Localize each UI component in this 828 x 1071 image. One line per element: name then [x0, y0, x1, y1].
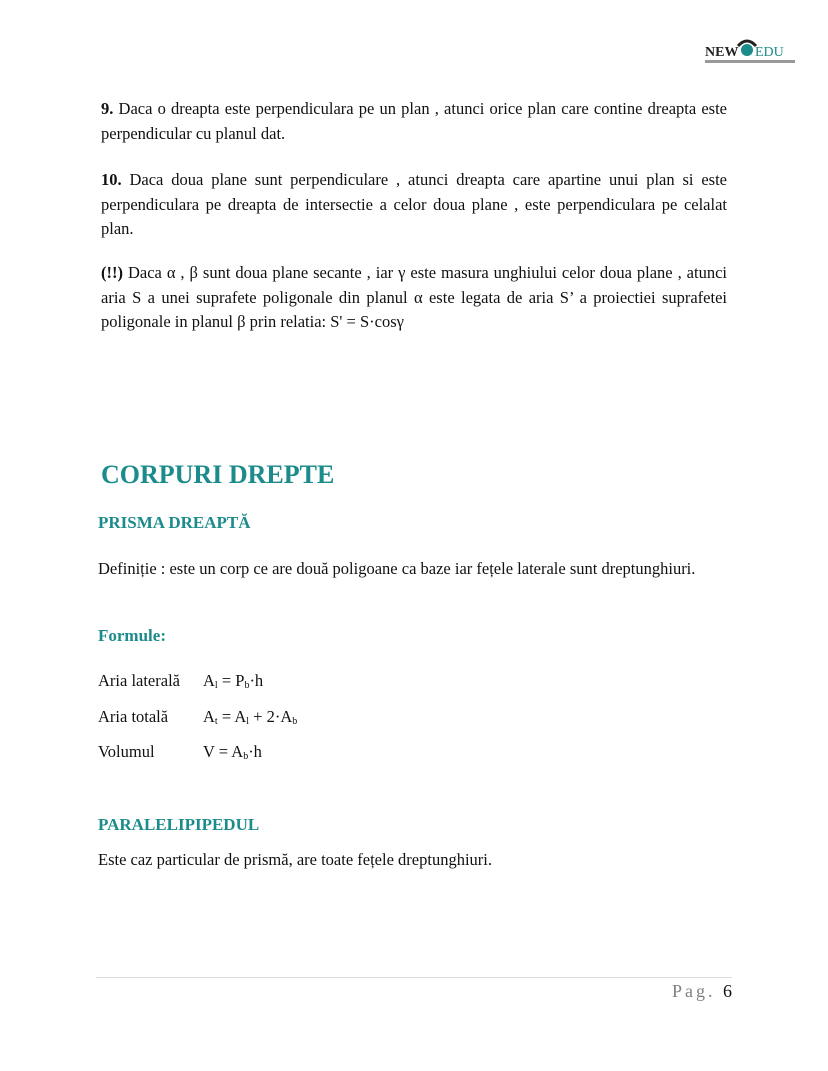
item-9: 9. Daca o dreapta este perpendiculara pe un plan , atunci orice plan care contine dreapta este perpendicular cu planul dat. — [101, 99, 727, 143]
page-number: Pag. 6 — [672, 981, 732, 1001]
formula-volume: Volumul $V = A_b\cdot h$ — [98, 742, 262, 762]
prism-definition: Definiție : este un corp ce are două poligoane ca baze iar fețele laterale sunt dreptunghiuri. — [98, 559, 696, 578]
svg-text:NEW: NEW — [705, 45, 739, 60]
formula-lateral: Aria laterală $A_l = P_b\cdot h$ — [98, 671, 264, 691]
footer-divider — [96, 977, 732, 978]
svg-text:EDU: EDU — [755, 45, 784, 60]
paral-title: PARALELIPIPEDUL — [98, 815, 260, 834]
item-note: (!!) Daca α , β sunt doua plane secante , iar γ este masura unghiului celor doua plane , atunci aria S a unei suprafete poligonale din planul α este legata de aria S’ a proiectiei suprafetei poligonale in planul β prin relatia: S' = S·cosγ — [101, 263, 727, 331]
paral-text: Este caz particular de prismă, are toate fețele dreptunghiuri. — [98, 850, 492, 869]
item-10: 10. Daca doua plane sunt perpendiculare , atunci dreapta care apartine unui plan si este perpendiculara pe dreapta de intersectie a celor doua plane , este perpendiculara pe celalat plan. — [101, 170, 727, 238]
formula-total: Aria totală $A_t = A_l + 2\cdot A_b$ — [98, 707, 298, 727]
newedu-logo — [705, 34, 797, 70]
formulas-title: Formule: — [98, 626, 166, 645]
section-title: CORPURI DREPTE — [101, 460, 335, 489]
prism-title: PRISMA DREAPTĂ — [98, 513, 251, 532]
